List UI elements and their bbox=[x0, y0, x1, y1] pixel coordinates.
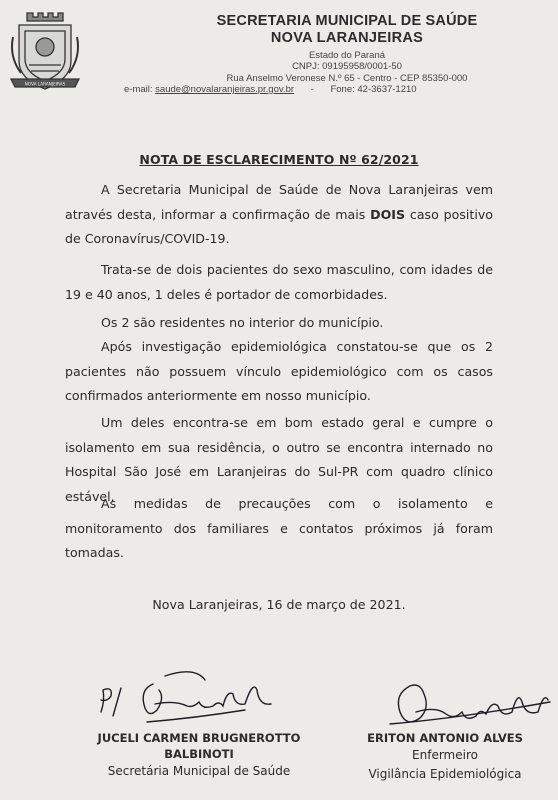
p1-bold-dois: DOIS bbox=[370, 206, 406, 222]
header-state: Estado do Paraná bbox=[308, 50, 386, 61]
signature-block-secretary bbox=[64, 730, 334, 781]
paragraph-residence bbox=[65, 311, 493, 336]
paragraph-announcement bbox=[65, 178, 493, 252]
p1-text-a: A Secretaria Municipal de Saúde de Nova Laranjeiras vem através desta, informar a confirmação de mais bbox=[65, 182, 493, 222]
date-line: Nova Laranjeiras, 16 de março de 2021. bbox=[152, 597, 406, 612]
p1-text-b: caso positivo de Coronavírus/COVID-19. bbox=[65, 206, 493, 246]
p5-text: Um deles encontra-se em bom estado geral e cumpre o isolamento em sua residência, o outro se encontra internado no Hospital São José em Laranjeiras do Sul-PR com quadro clínico estável. bbox=[65, 415, 493, 504]
header-cnpj: CNPJ: 09195958/0001-50 bbox=[292, 61, 402, 72]
paragraph-measures bbox=[65, 492, 493, 566]
signature-scribble-left bbox=[95, 660, 295, 740]
signer-department: Vigilância Epidemiológica bbox=[368, 767, 522, 781]
phone-number: Fone: 42-3637-1210 bbox=[330, 84, 417, 95]
header-secretaria-title: SECRETARIA MUNICIPAL DE SAÚDE bbox=[216, 13, 478, 29]
contact-separator: - bbox=[310, 84, 314, 95]
crest-banner-text: NOVA LARANJEIRAS bbox=[24, 81, 66, 87]
p3-text: Os 2 são residentes no interior do município. bbox=[101, 315, 384, 330]
header-contact-line bbox=[124, 84, 417, 95]
paragraph-investigation bbox=[65, 335, 493, 409]
document-title: NOTA DE ESCLARECIMENTO Nº 62/2021 bbox=[139, 152, 419, 167]
p4-text: Após investigação epidemiológica constatou-se que os 2 pacientes não possuem vínculo epidemiológico com os casos confirmados anteriormente em nosso município. bbox=[65, 339, 493, 403]
header-municipality-name: NOVA LARANJEIRAS bbox=[270, 30, 424, 46]
p2-text: Trata-se de dois pacientes do sexo masculino, com idades de 19 e 40 anos, 1 deles é portador de comorbidades. bbox=[65, 262, 493, 302]
paragraph-patients bbox=[65, 258, 493, 307]
signature-block-nurse bbox=[345, 730, 545, 784]
p6-text: As medidas de precauções com o isolamento e monitoramento dos familiares e contatos próximos já foram tomadas. bbox=[65, 496, 493, 560]
header-address: Rua Anselmo Veronese N.º 65 - Centro - CEP 85350-000 bbox=[226, 73, 468, 84]
signer-name: ERITON ANTONIO ALVES bbox=[367, 731, 523, 745]
signer-role: Enfermeiro bbox=[412, 748, 478, 762]
email-link[interactable]: saude@novalaranjeiras.pr.gov.br bbox=[155, 84, 295, 95]
email-label: e-mail: bbox=[124, 84, 153, 95]
signer-role: Secretária Municipal de Saúde bbox=[107, 764, 291, 778]
signer-name: JUCELI CARMEN BRUGNEROTTO BALBINOTI bbox=[97, 731, 301, 761]
